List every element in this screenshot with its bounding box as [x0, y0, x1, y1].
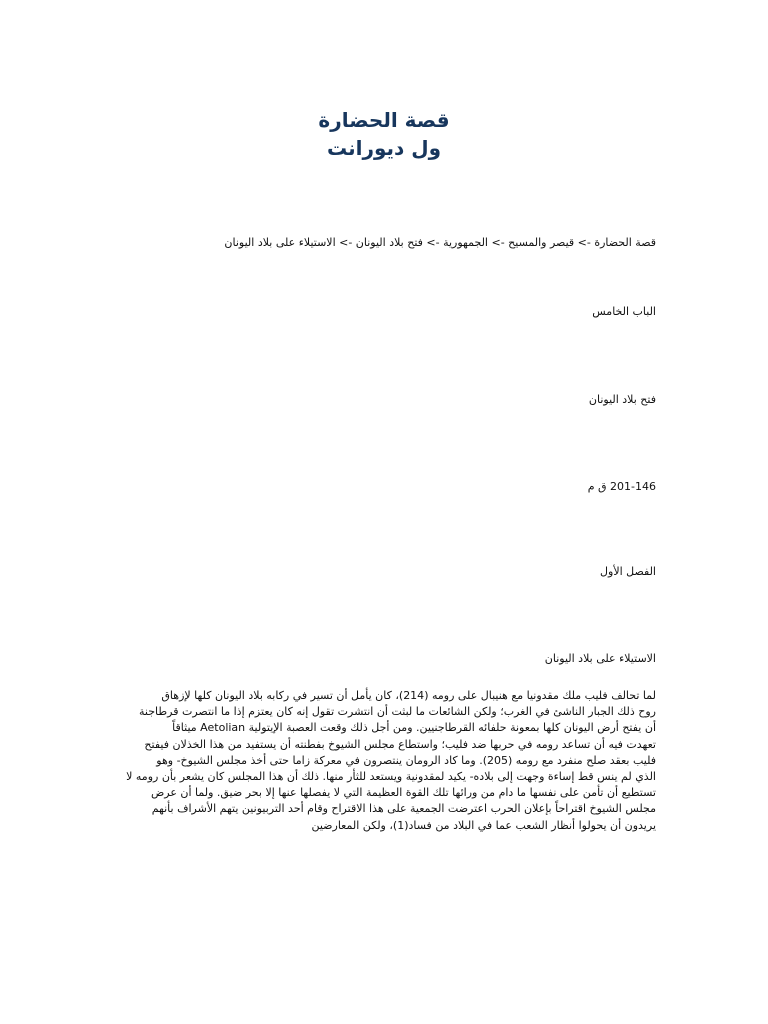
subsection-heading: الاستيلاء على بلاد اليونان	[544, 652, 656, 665]
body-line: مجلس الشيوخ اقتراحاً بإعلان الحرب اعترضت الجمعية على هذا الاقتراح وقام أحد التربيونين يتهم الأشراف بأنهم	[151, 802, 656, 816]
section-heading: فتح بلاد اليونان	[588, 393, 656, 406]
body-line: لما تحالف فليب ملك مقدونيا مع هنيبال على رومه (214)، كان يأمل أن تسير في ركابه بلاد اليونان كلها لإزهاق	[161, 689, 656, 702]
body-paragraph	[116, 688, 656, 834]
body-line: تستطيع أن تأمن على نفسها ما دام من ورائها تلك القوة العظيمة التي لا يفصلها عنها إلا بحر ضيق. ولما أن عرض	[150, 786, 656, 800]
book-title: قصة الحضارة	[318, 108, 450, 132]
body-line: يريدون أن يحولوا أنظار الشعب عما في البلاد من فساد(1)، ولكن المعارضين	[311, 818, 656, 832]
body-line: فليب بعقد صلح منفرد مع رومه (205). وما كاد الرومان ينتصرون في معركة زاما حتى أخذ مجلس الشيوخ- وهو	[156, 753, 656, 767]
body-line: الذي لم ينس قط إساءة وجهت إلى بلاده- يكيد لمقدونية ويستعد للثأر منها. ذلك أن هذا المجلس كان يشعر بأن رومه لا	[126, 770, 656, 784]
body-line: روح ذلك الجبار الناشئ في الغرب؛ ولكن الشائعات ما لبثت أن انتشرت تقول إنه كان يعتزم إذا ما انتصرت قرطاجنة	[139, 705, 656, 719]
subchapter-heading: الفصل الأول	[600, 565, 656, 578]
body-line: تعهدت فيه أن تساعد رومه في حربها ضد فليب؛ واستطاع مجلس الشيوخ بفطنته أن يستفيد من هذا الخذلان فيفتح	[144, 737, 656, 751]
chapter-heading: الباب الخامس	[592, 305, 656, 318]
date-range: 201-146 ق م	[587, 480, 656, 493]
title-block	[0, 106, 768, 162]
body-line: أن يفتح أرض اليونان كلها بمعونة حلفائه القرطاجنيين. ومن أجل ذلك وقعت العصبة الإيتولية Aetolian ميثاقاً	[172, 721, 656, 735]
author-name: ول ديورانت	[326, 136, 442, 160]
breadcrumb[interactable]: قصة الحضارة -> قيصر والمسيح -> الجمهورية -> فتح بلاد اليونان -> الاستيلاء على بلاد اليونان	[224, 236, 656, 249]
